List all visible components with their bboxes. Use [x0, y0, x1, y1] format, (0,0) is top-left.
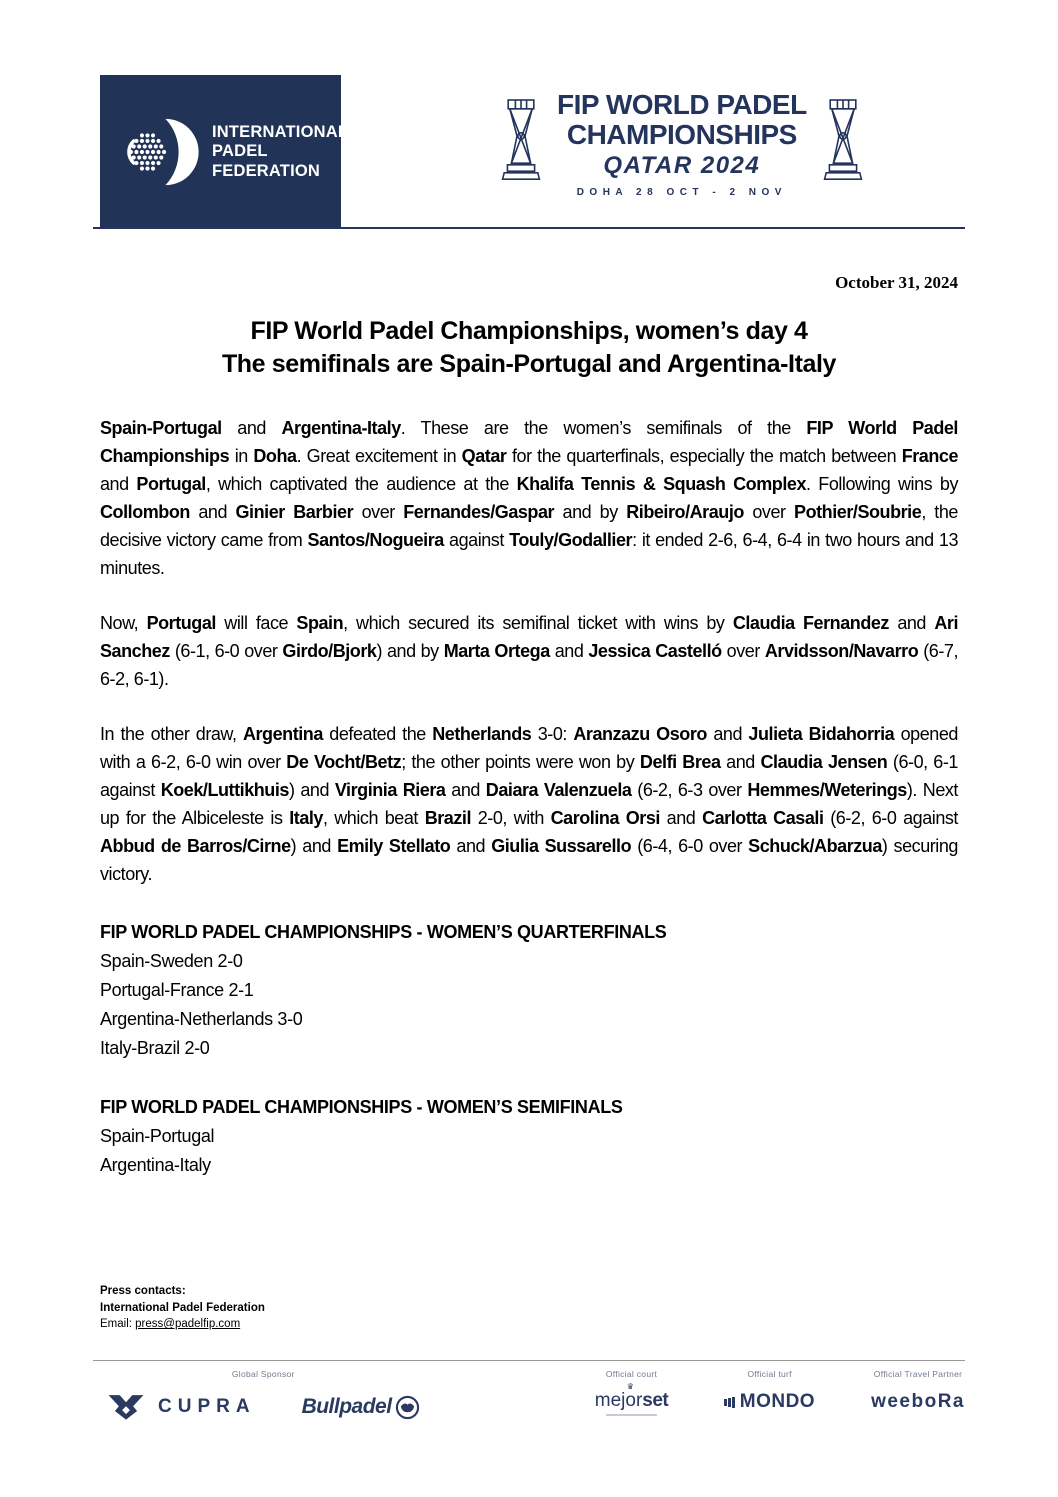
- document-date: October 31, 2024: [835, 273, 958, 292]
- ipf-logo-box: [100, 75, 349, 229]
- weebora-logo: weeboRa: [871, 1391, 965, 1412]
- press-email-link[interactable]: press@padelfip.com: [135, 1318, 241, 1331]
- ipf-logo-text: [212, 123, 348, 180]
- global-sponsor-group: [107, 1369, 420, 1422]
- quarterfinals-heading: FIP WORLD PADEL CHAMPIONSHIPS - WOMEN’S QUARTERFINALS: [100, 922, 667, 942]
- result-line: Portugal-France 2-1: [100, 980, 254, 1000]
- result-line: Spain-Sweden 2-0: [100, 951, 243, 971]
- event-logo-text: [553, 90, 811, 199]
- event-title-line: FIP WORLD PADEL: [557, 88, 807, 120]
- press-contacts: [100, 1283, 265, 1333]
- result-line: Argentina-Italy: [100, 1155, 211, 1175]
- article-text: [100, 414, 958, 888]
- semifinals-section: [100, 1093, 958, 1180]
- global-sponsor-logos: [107, 1392, 420, 1422]
- semifinals-heading: FIP WORLD PADEL CHAMPIONSHIPS - WOMEN’S SEMIFINALS: [100, 1097, 623, 1117]
- mejorset-wordmark-light: mejor: [594, 1390, 643, 1411]
- event-dates: DOHA 28 OCT - 2 NOV: [576, 187, 787, 199]
- trophy-icon: [819, 84, 867, 204]
- paragraph: Now, Portugal will face Spain, which secured its semifinal ticket with wins by Claudia Fernandez and Ari Sanchez (6-1, 6-0 over Girdo/Bjork) and by Marta Ortega and Jessica Castelló over Arvidsson/Navarro (6-7, 6-2, 6-1).: [100, 613, 958, 689]
- mejorset-tagline: [606, 1414, 657, 1416]
- official-turf-label: Official turf: [747, 1369, 792, 1379]
- mejorset-wordmark-bold: set: [642, 1390, 669, 1411]
- event-logo: [497, 84, 867, 204]
- mondo-wordmark: MONDO: [739, 1391, 816, 1412]
- paragraph: Spain-Portugal and Argentina-Italy. These are the women’s semifinals of the FIP World Padel Championships in Doha. Great excitement in Qatar for the quarterfinals, especially the match between France and Portugal, which captivated the audience at the Khalifa Tennis & Squash Complex. Following wins by Collombon and Ginier Barbier over Fernandes/Gaspar and by Ribeiro/Araujo over Pothier/Soubrie, the decisive victory came from Santos/Nogueira against Touly/Godallier: it ended 2-6, 6-4, 6-4 in two hours and 13 minutes.: [100, 418, 959, 578]
- sponsor-footer: [93, 1360, 965, 1422]
- mondo-logo: [724, 1391, 815, 1413]
- result-line: Argentina-Netherlands 3-0: [100, 1009, 303, 1029]
- header-divider: [93, 227, 965, 229]
- event-title-line: CHAMPIONSHIPS: [566, 118, 797, 150]
- quarterfinals-section: [100, 918, 958, 1063]
- cupra-wordmark: CUPRA: [158, 1396, 256, 1417]
- travel-partner-group: [871, 1369, 965, 1413]
- cupra-emblem-icon: [107, 1392, 145, 1422]
- padel-racket-dots-crescent-icon: [124, 108, 200, 196]
- press-contacts-org: International Padel Federation: [100, 1301, 265, 1314]
- crown-icon: ♛: [626, 1382, 634, 1391]
- trophy-icon: [497, 84, 545, 204]
- official-turf-group: [724, 1369, 815, 1413]
- bullpadel-wordmark: Bullpadel: [301, 1395, 392, 1418]
- ipf-logo-line: INTERNATIONAL: [212, 123, 349, 142]
- ipf-logo-line: PADEL: [212, 142, 268, 161]
- page-title-line2: The semifinals are Spain-Portugal and Argentina-Italy: [221, 349, 837, 378]
- press-contacts-label: Press contacts:: [100, 1285, 186, 1297]
- bullpadel-logo: [302, 1395, 420, 1420]
- press-contacts-email-row: [100, 1316, 265, 1333]
- document-body: [100, 240, 958, 1180]
- global-sponsor-label: Global Sponsor: [231, 1369, 295, 1379]
- cupra-logo: [107, 1392, 256, 1422]
- email-label: Email:: [100, 1318, 136, 1331]
- page-title-line1: FIP World Padel Championships, women’s day 4: [250, 317, 808, 345]
- bull-circle-icon: [394, 1395, 420, 1420]
- paragraph: In the other draw, Argentina defeated the Netherlands 3-0: Aranzazu Osoro and Julieta Bidahorria opened with a 6-2, 6-0 win over De Vocht/Betz; the other points were won by Delfi Brea and Claudia Jensen (6-0, 6-1 against Koek/Luttikhuis) and Virginia Riera and Daiara Valenzuela (6-2, 6-3 over Hemmes/Weterings). Next up for the Albiceleste is Italy, which beat Brazil 2-0, with Carolina Orsi and Carlotta Casali (6-2, 6-0 against Abbud de Barros/Cirne) and Emily Stellato and Giulia Sussarello (6-4, 6-0 over Schuck/Abarzua) securing victory.: [100, 724, 958, 884]
- page-title: [100, 315, 958, 380]
- official-court-group: [595, 1369, 668, 1416]
- event-subtitle: QATAR 2024: [603, 152, 761, 180]
- result-line: Spain-Portugal: [100, 1126, 215, 1146]
- travel-partner-label: Official Travel Partner: [873, 1369, 963, 1379]
- result-line: Italy-Brazil 2-0: [100, 1038, 210, 1058]
- official-court-label: Official court: [605, 1369, 658, 1379]
- ipf-logo-line: FEDERATION: [212, 161, 321, 180]
- mondo-bars-icon: [724, 1397, 735, 1408]
- sponsor-row: [93, 1369, 965, 1422]
- mejorset-logo: [594, 1382, 669, 1416]
